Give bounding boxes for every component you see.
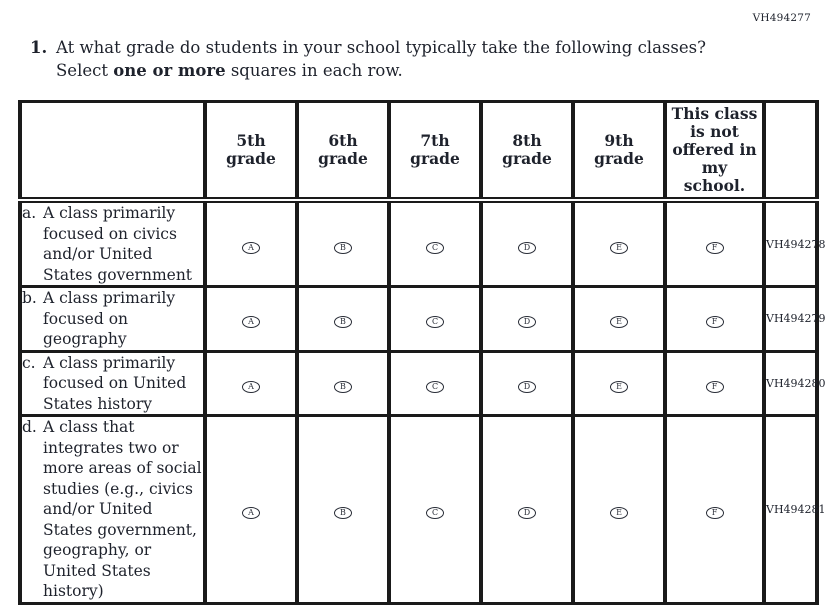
table-row-d bbox=[20, 416, 817, 604]
option-bubble-c-5th[interactable]: A bbox=[242, 381, 260, 393]
option-bubble-b-9th[interactable]: E bbox=[610, 316, 628, 328]
option-cell bbox=[205, 351, 297, 416]
header-6th-grade: 6th grade bbox=[297, 102, 389, 201]
table-row-c bbox=[20, 351, 817, 416]
row-accession-code: VH494280 bbox=[764, 351, 817, 416]
option-bubble-d-not-offered[interactable]: F bbox=[706, 507, 724, 519]
option-cell bbox=[665, 200, 764, 287]
grade-selection-table bbox=[18, 100, 826, 605]
option-bubble-b-8th[interactable]: D bbox=[518, 316, 536, 328]
option-cell bbox=[205, 200, 297, 287]
option-cell bbox=[205, 287, 297, 352]
table-row-b bbox=[20, 287, 817, 352]
option-cell bbox=[573, 416, 665, 604]
question-text-segment1: At what grade do students in your school typically take the following classes? Select bbox=[56, 38, 706, 80]
option-cell bbox=[389, 287, 481, 352]
option-bubble-c-8th[interactable]: D bbox=[518, 381, 536, 393]
header-code-blank bbox=[764, 102, 817, 201]
page-accession-code: VH494277 bbox=[752, 12, 811, 24]
question-stem bbox=[30, 36, 738, 82]
header-9th-grade: 9th grade bbox=[573, 102, 665, 201]
option-cell bbox=[573, 200, 665, 287]
header-blank bbox=[20, 102, 205, 201]
option-bubble-d-7th[interactable]: C bbox=[426, 507, 444, 519]
option-cell bbox=[665, 416, 764, 604]
option-cell bbox=[573, 287, 665, 352]
option-bubble-b-not-offered[interactable]: F bbox=[706, 316, 724, 328]
option-cell bbox=[389, 200, 481, 287]
header-not-offered: This class is not offered in my school. bbox=[665, 102, 764, 201]
option-cell bbox=[573, 351, 665, 416]
option-bubble-a-7th[interactable]: C bbox=[426, 242, 444, 254]
option-bubble-d-9th[interactable]: E bbox=[610, 507, 628, 519]
row-label: A class that integrates two or more areas of social studies (e.g., civics and/or United States government, geography, or United States history) bbox=[43, 418, 202, 600]
row-label-cell bbox=[20, 287, 205, 352]
row-letter: a. bbox=[22, 204, 37, 222]
question-text-bold: one or more bbox=[113, 61, 226, 80]
row-label-cell bbox=[20, 351, 205, 416]
row-accession-code: VH494281 bbox=[764, 416, 817, 604]
question-number: 1. bbox=[30, 38, 48, 57]
row-label: A class primarily focused on United States history bbox=[43, 353, 187, 413]
row-label-cell bbox=[20, 200, 205, 287]
option-bubble-d-8th[interactable]: D bbox=[518, 507, 536, 519]
option-cell bbox=[665, 351, 764, 416]
option-bubble-b-6th[interactable]: B bbox=[334, 316, 352, 328]
option-cell bbox=[297, 351, 389, 416]
option-cell bbox=[665, 287, 764, 352]
header-5th-grade: 5th grade bbox=[205, 102, 297, 201]
row-accession-code: VH494279 bbox=[764, 287, 817, 352]
option-bubble-a-9th[interactable]: E bbox=[610, 242, 628, 254]
option-bubble-d-6th[interactable]: B bbox=[334, 507, 352, 519]
option-bubble-b-7th[interactable]: C bbox=[426, 316, 444, 328]
option-bubble-d-5th[interactable]: A bbox=[242, 507, 260, 519]
option-cell bbox=[205, 416, 297, 604]
row-accession-code: VH494278 bbox=[764, 200, 817, 287]
option-bubble-c-6th[interactable]: B bbox=[334, 381, 352, 393]
option-bubble-c-9th[interactable]: E bbox=[610, 381, 628, 393]
row-letter: b. bbox=[22, 289, 37, 307]
table-row-a bbox=[20, 200, 817, 287]
header-7th-grade: 7th grade bbox=[389, 102, 481, 201]
row-label: A class primarily focused on civics and/or United States government bbox=[43, 204, 193, 284]
option-cell bbox=[481, 200, 573, 287]
option-cell bbox=[389, 416, 481, 604]
option-cell bbox=[481, 287, 573, 352]
option-cell bbox=[297, 287, 389, 352]
table-header-row bbox=[20, 102, 817, 201]
option-bubble-a-8th[interactable]: D bbox=[518, 242, 536, 254]
question-text bbox=[56, 36, 738, 82]
option-bubble-a-not-offered[interactable]: F bbox=[706, 242, 724, 254]
option-bubble-a-6th[interactable]: B bbox=[334, 242, 352, 254]
row-letter: d. bbox=[22, 418, 37, 436]
option-cell bbox=[297, 416, 389, 604]
option-cell bbox=[297, 200, 389, 287]
option-bubble-c-not-offered[interactable]: F bbox=[706, 381, 724, 393]
row-letter: c. bbox=[22, 353, 36, 372]
option-cell bbox=[481, 416, 573, 604]
option-bubble-b-5th[interactable]: A bbox=[242, 316, 260, 328]
option-bubble-a-5th[interactable]: A bbox=[242, 242, 260, 254]
row-label: A class primarily focused on geography bbox=[43, 289, 176, 348]
row-label-cell bbox=[20, 416, 205, 604]
option-cell bbox=[481, 351, 573, 416]
question-text-segment2: squares in each row. bbox=[225, 61, 403, 80]
header-8th-grade: 8th grade bbox=[481, 102, 573, 201]
option-bubble-c-7th[interactable]: C bbox=[426, 381, 444, 393]
option-cell bbox=[389, 351, 481, 416]
